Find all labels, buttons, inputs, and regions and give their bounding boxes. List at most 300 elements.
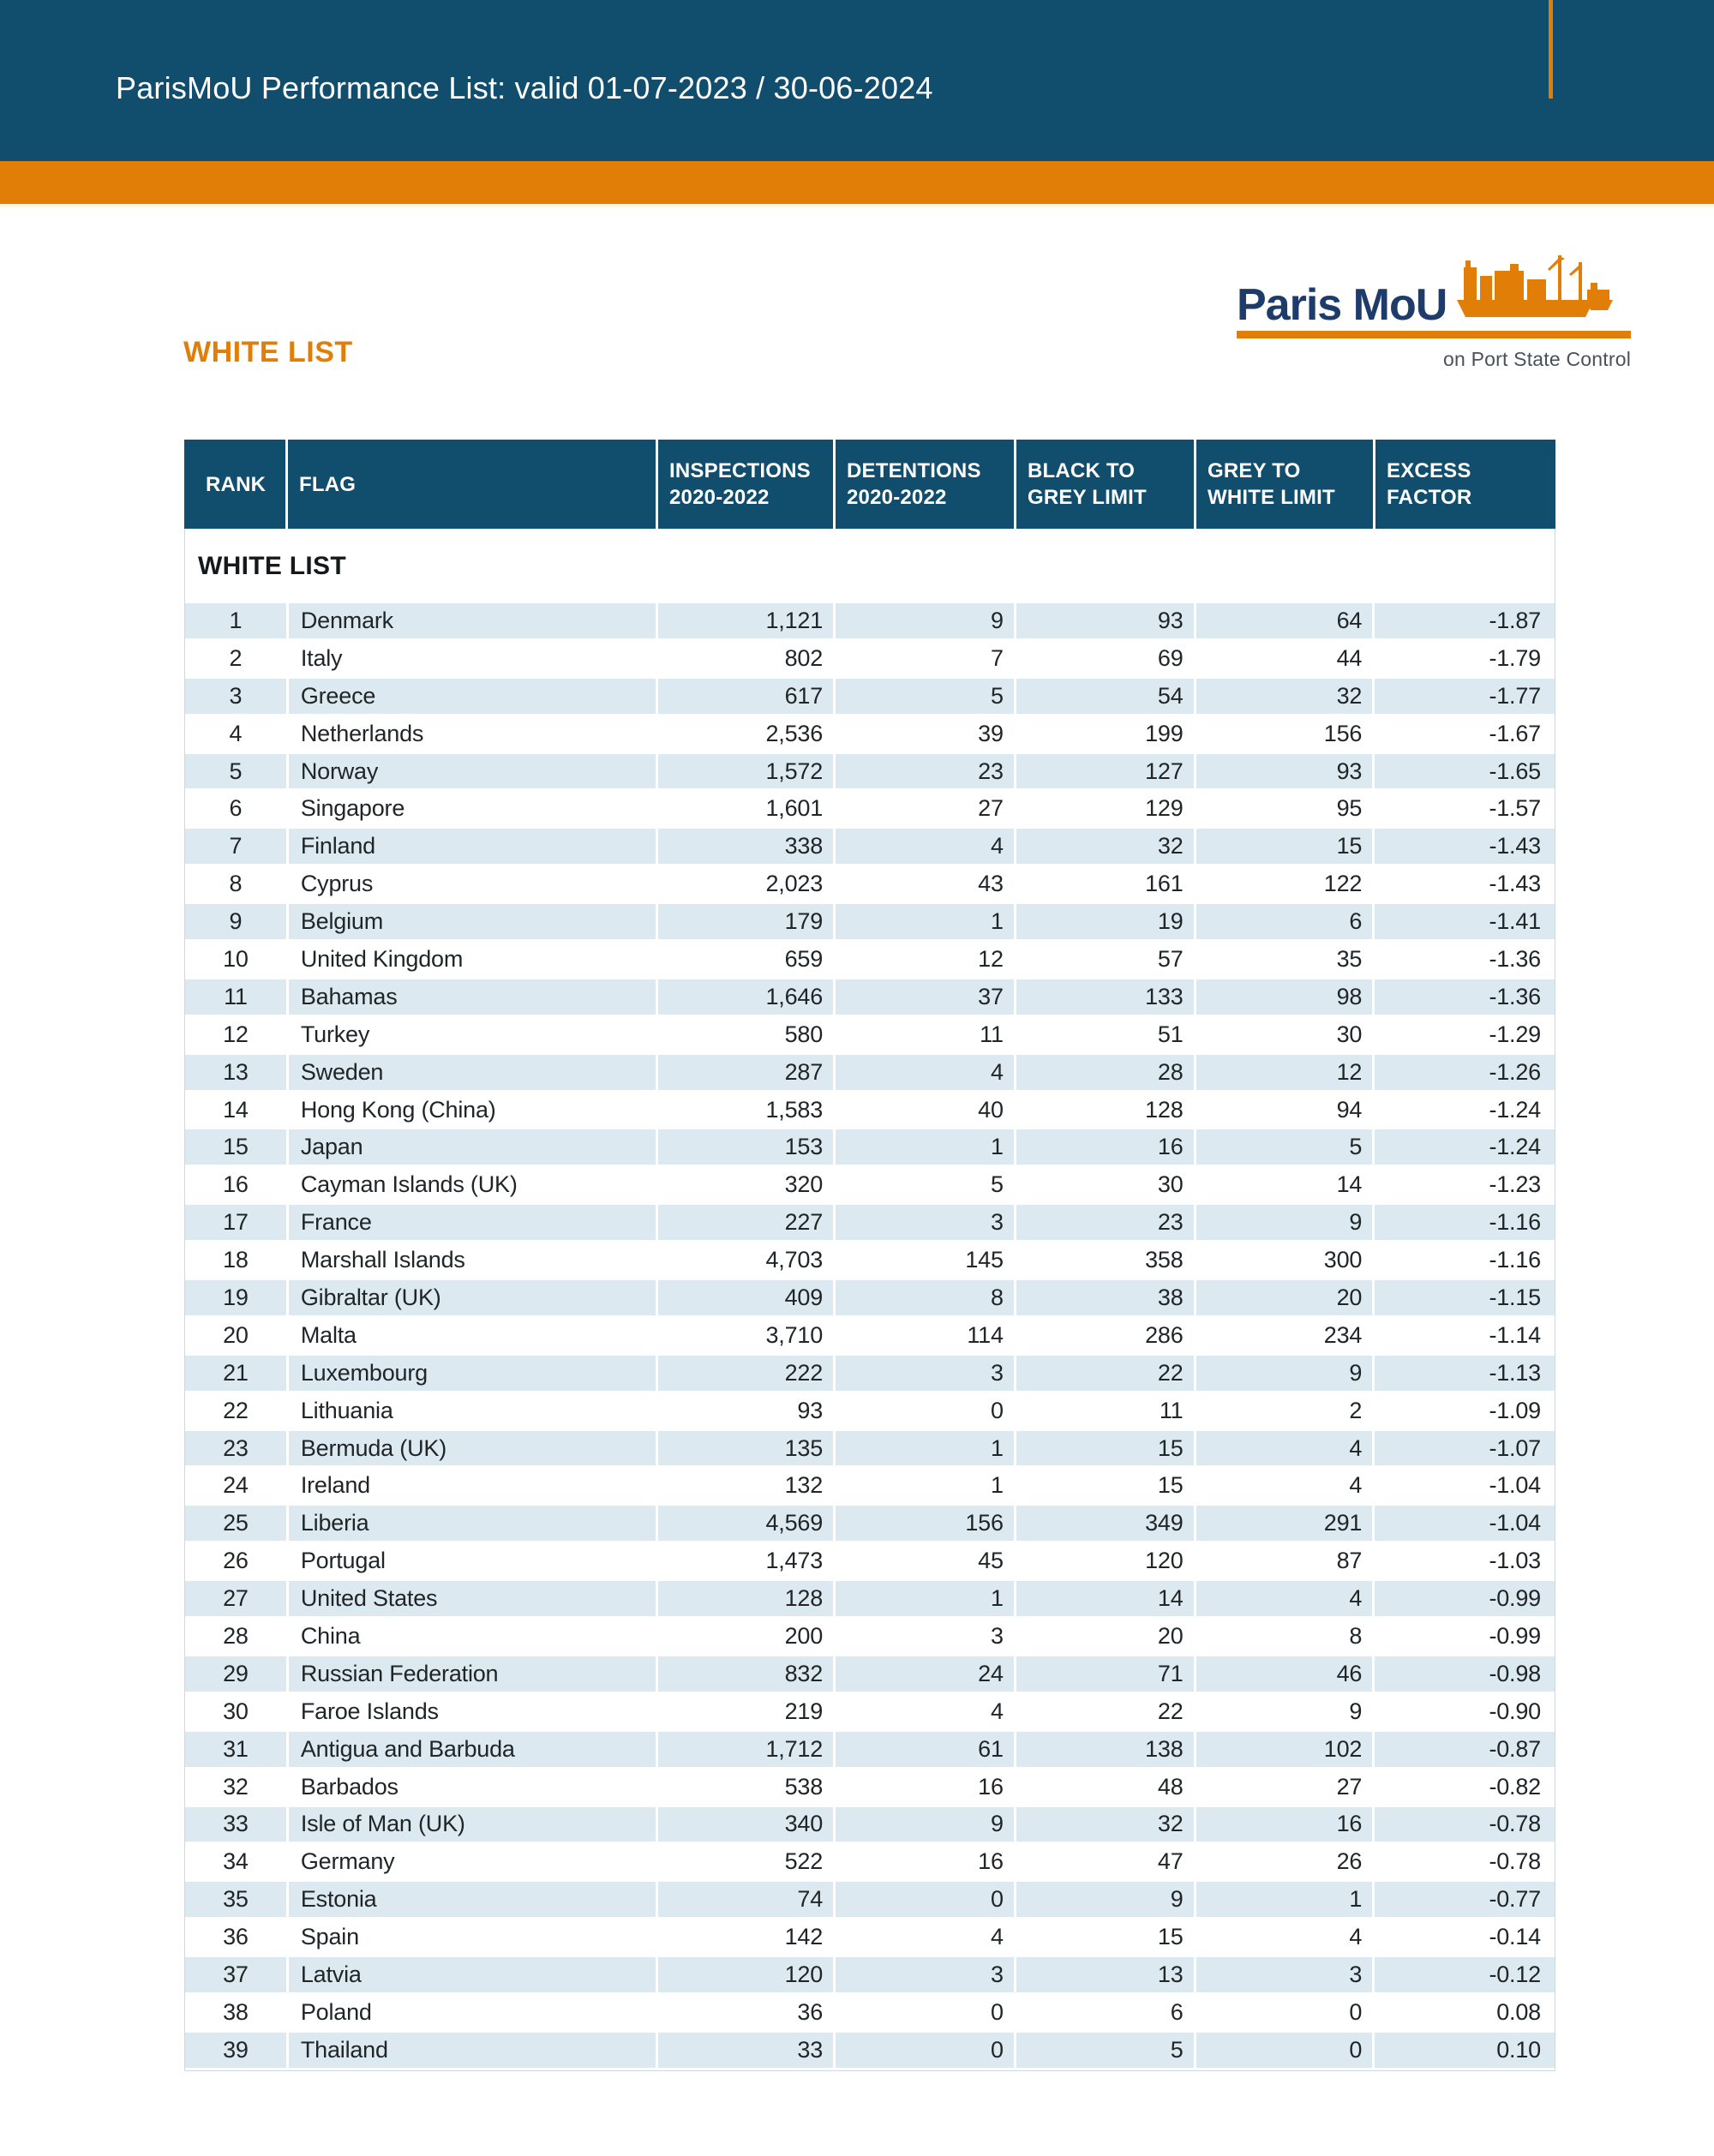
- cell-black-to-grey: 349: [1014, 1506, 1194, 1541]
- column-header-rank: RANK: [206, 472, 267, 496]
- cell-excess-factor: -1.14: [1372, 1318, 1555, 1353]
- cell-black-to-grey: 71: [1014, 1656, 1194, 1692]
- cell-rank: 34: [223, 1848, 249, 1875]
- cell-detentions: 43: [833, 866, 1014, 901]
- cell-grey-to-white: 26: [1194, 1844, 1373, 1879]
- cell-excess-factor: -1.36: [1372, 942, 1555, 977]
- cell-grey-to-white: 9: [1194, 1694, 1373, 1729]
- cell-excess-factor: -0.78: [1372, 1844, 1555, 1879]
- cell-black-to-grey: 138: [1014, 1732, 1194, 1767]
- cell-flag: Barbados: [286, 1770, 656, 1805]
- table-row: [185, 603, 1555, 641]
- cell-detentions: 0: [833, 1995, 1014, 2030]
- cell-detentions: 0: [833, 1882, 1014, 1917]
- table-row: [185, 754, 1555, 792]
- cell-grey-to-white: 2: [1194, 1393, 1373, 1428]
- cell-black-to-grey: 22: [1014, 1356, 1194, 1391]
- cell-grey-to-white: 8: [1194, 1619, 1373, 1654]
- cell-rank: 33: [223, 1811, 249, 1837]
- cell-grey-to-white: 64: [1194, 603, 1373, 638]
- table-row: [185, 1581, 1555, 1619]
- table-row: [185, 1129, 1555, 1167]
- table-row: [185, 1243, 1555, 1280]
- cell-excess-factor: -0.12: [1372, 1957, 1555, 1992]
- cell-black-to-grey: 47: [1014, 1844, 1194, 1879]
- cell-rank: 7: [229, 833, 243, 859]
- cell-rank: 22: [223, 1397, 249, 1423]
- cell-black-to-grey: 133: [1014, 979, 1194, 1015]
- cell-grey-to-white: 291: [1194, 1506, 1373, 1541]
- cell-inspections: 659: [656, 942, 833, 977]
- cell-flag: Lithuania: [286, 1393, 656, 1428]
- cell-inspections: 538: [656, 1770, 833, 1805]
- cell-detentions: 8: [833, 1280, 1014, 1315]
- cell-detentions: 145: [833, 1243, 1014, 1278]
- cell-excess-factor: 0.10: [1372, 2033, 1555, 2068]
- cell-rank: 37: [223, 1961, 249, 1987]
- cell-rank: 8: [229, 871, 243, 897]
- cell-rank: 19: [223, 1284, 249, 1310]
- cell-rank: 12: [223, 1021, 249, 1047]
- cell-grey-to-white: 12: [1194, 1055, 1373, 1090]
- cell-grey-to-white: 93: [1194, 754, 1373, 789]
- cell-rank: 1: [229, 607, 243, 633]
- table-row: [185, 1393, 1555, 1431]
- cell-excess-factor: -1.43: [1372, 829, 1555, 864]
- cell-black-to-grey: 15: [1014, 1919, 1194, 1955]
- cell-detentions: 37: [833, 979, 1014, 1015]
- table-row: [185, 1506, 1555, 1543]
- cell-flag: Greece: [286, 679, 656, 714]
- cell-rank: 15: [223, 1134, 249, 1160]
- cell-rank: 17: [223, 1209, 249, 1236]
- cell-flag: Bermuda (UK): [286, 1431, 656, 1466]
- table-row: [185, 791, 1555, 829]
- table-row: [185, 716, 1555, 754]
- cell-black-to-grey: 120: [1014, 1543, 1194, 1578]
- cell-inspections: 1,583: [656, 1093, 833, 1128]
- cell-grey-to-white: 1: [1194, 1882, 1373, 1917]
- cell-inspections: 33: [656, 2033, 833, 2068]
- cell-flag: Marshall Islands: [286, 1243, 656, 1278]
- cell-grey-to-white: 4: [1194, 1581, 1373, 1616]
- cell-inspections: 340: [656, 1807, 833, 1842]
- cell-black-to-grey: 358: [1014, 1243, 1194, 1278]
- cell-detentions: 0: [833, 1393, 1014, 1428]
- cell-black-to-grey: 128: [1014, 1093, 1194, 1128]
- cell-flag: Poland: [286, 1995, 656, 2030]
- cell-flag: Singapore: [286, 791, 656, 826]
- cell-grey-to-white: 46: [1194, 1656, 1373, 1692]
- logo-underline-bar: [1237, 331, 1631, 338]
- cell-inspections: 2,023: [656, 866, 833, 901]
- table-row: [185, 1468, 1555, 1506]
- cell-black-to-grey: 9: [1014, 1882, 1194, 1917]
- cell-inspections: 142: [656, 1919, 833, 1955]
- header-accent-rule: [1549, 0, 1553, 99]
- cell-flag: Finland: [286, 829, 656, 864]
- cell-rank: 27: [223, 1585, 249, 1612]
- cell-rank: 30: [223, 1698, 249, 1724]
- cell-excess-factor: -1.07: [1372, 1431, 1555, 1466]
- cell-grey-to-white: 6: [1194, 904, 1373, 939]
- table-group-header: WHITE LIST: [185, 529, 1555, 603]
- cell-rank: 3: [229, 682, 243, 709]
- cell-inspections: 1,646: [656, 979, 833, 1015]
- container-ship-icon: [1457, 249, 1613, 331]
- cell-detentions: 3: [833, 1619, 1014, 1654]
- cell-excess-factor: -1.16: [1372, 1243, 1555, 1278]
- cell-black-to-grey: 199: [1014, 716, 1194, 752]
- cell-detentions: 4: [833, 1919, 1014, 1955]
- table-row: [185, 904, 1555, 942]
- cell-detentions: 3: [833, 1356, 1014, 1391]
- cell-flag: Portugal: [286, 1543, 656, 1578]
- cell-flag: Russian Federation: [286, 1656, 656, 1692]
- cell-black-to-grey: 48: [1014, 1770, 1194, 1805]
- cell-detentions: 1: [833, 1468, 1014, 1503]
- cell-grey-to-white: 14: [1194, 1167, 1373, 1202]
- cell-flag: Malta: [286, 1318, 656, 1353]
- cell-excess-factor: 0.08: [1372, 1995, 1555, 2030]
- table-row: [185, 1694, 1555, 1732]
- cell-inspections: 2,536: [656, 716, 833, 752]
- cell-rank: 25: [223, 1510, 249, 1536]
- cell-black-to-grey: 28: [1014, 1055, 1194, 1090]
- cell-inspections: 338: [656, 829, 833, 864]
- cell-rank: 38: [223, 1998, 249, 2025]
- cell-excess-factor: -1.03: [1372, 1543, 1555, 1578]
- cell-inspections: 120: [656, 1957, 833, 1992]
- cell-black-to-grey: 54: [1014, 679, 1194, 714]
- cell-black-to-grey: 23: [1014, 1205, 1194, 1240]
- cell-detentions: 40: [833, 1093, 1014, 1128]
- cell-detentions: 11: [833, 1017, 1014, 1052]
- cell-excess-factor: -0.82: [1372, 1770, 1555, 1805]
- cell-black-to-grey: 16: [1014, 1129, 1194, 1165]
- cell-black-to-grey: 15: [1014, 1431, 1194, 1466]
- cell-flag: Gibraltar (UK): [286, 1280, 656, 1315]
- table-row: [185, 1732, 1555, 1770]
- cell-flag: Netherlands: [286, 716, 656, 752]
- cell-rank: 9: [229, 908, 243, 935]
- cell-rank: 29: [223, 1660, 249, 1686]
- cell-inspections: 227: [656, 1205, 833, 1240]
- cell-inspections: 3,710: [656, 1318, 833, 1353]
- cell-rank: 14: [223, 1096, 249, 1123]
- cell-black-to-grey: 286: [1014, 1318, 1194, 1353]
- cell-excess-factor: -1.65: [1372, 754, 1555, 789]
- table-row: [185, 1619, 1555, 1656]
- cell-grey-to-white: 15: [1194, 829, 1373, 864]
- cell-rank: 32: [223, 1773, 249, 1800]
- cell-inspections: 617: [656, 679, 833, 714]
- cell-excess-factor: -1.43: [1372, 866, 1555, 901]
- cell-inspections: 320: [656, 1167, 833, 1202]
- table-row: [185, 1017, 1555, 1055]
- table-row: [185, 2033, 1555, 2070]
- cell-excess-factor: -0.78: [1372, 1807, 1555, 1842]
- cell-grey-to-white: 87: [1194, 1543, 1373, 1578]
- cell-inspections: 409: [656, 1280, 833, 1315]
- cell-grey-to-white: 27: [1194, 1770, 1373, 1805]
- cell-black-to-grey: 19: [1014, 904, 1194, 939]
- cell-detentions: 114: [833, 1318, 1014, 1353]
- cell-rank: 11: [224, 983, 248, 1009]
- cell-flag: Cayman Islands (UK): [286, 1167, 656, 1202]
- cell-rank: 18: [223, 1247, 249, 1273]
- cell-inspections: 802: [656, 641, 833, 676]
- cell-rank: 6: [229, 795, 243, 822]
- cell-rank: 36: [223, 1924, 249, 1950]
- cell-rank: 2: [229, 644, 243, 671]
- cell-excess-factor: -1.15: [1372, 1280, 1555, 1315]
- cell-flag: Thailand: [286, 2033, 656, 2068]
- table-row: [185, 679, 1555, 716]
- cell-rank: 20: [223, 1321, 249, 1348]
- parismou-logo: [1237, 249, 1631, 371]
- column-header-excess: EXCESS FACTOR: [1373, 440, 1555, 529]
- cell-black-to-grey: 5: [1014, 2033, 1194, 2068]
- table-row: [185, 1356, 1555, 1393]
- cell-excess-factor: -0.90: [1372, 1694, 1555, 1729]
- cell-inspections: 74: [656, 1882, 833, 1917]
- cell-rank: 23: [223, 1434, 249, 1461]
- cell-flag: France: [286, 1205, 656, 1240]
- cell-excess-factor: -1.23: [1372, 1167, 1555, 1202]
- cell-detentions: 1: [833, 1431, 1014, 1466]
- page-section-heading: WHITE LIST: [183, 336, 353, 368]
- cell-grey-to-white: 5: [1194, 1129, 1373, 1165]
- cell-grey-to-white: 4: [1194, 1431, 1373, 1466]
- cell-flag: United Kingdom: [286, 942, 656, 977]
- cell-excess-factor: -0.98: [1372, 1656, 1555, 1692]
- cell-flag: Bahamas: [286, 979, 656, 1015]
- cell-black-to-grey: 69: [1014, 641, 1194, 676]
- cell-grey-to-white: 122: [1194, 866, 1373, 901]
- cell-flag: Spain: [286, 1919, 656, 1955]
- cell-detentions: 9: [833, 1807, 1014, 1842]
- cell-detentions: 27: [833, 791, 1014, 826]
- column-header-flag: FLAG: [285, 440, 656, 529]
- document-title: ParisMoU Performance List: valid 01-07-2023 / 30-06-2024: [116, 70, 933, 105]
- cell-excess-factor: -1.04: [1372, 1468, 1555, 1503]
- cell-grey-to-white: 94: [1194, 1093, 1373, 1128]
- table-row: [185, 1093, 1555, 1130]
- cell-detentions: 4: [833, 829, 1014, 864]
- cell-black-to-grey: 20: [1014, 1619, 1194, 1654]
- cell-excess-factor: -1.24: [1372, 1129, 1555, 1165]
- cell-detentions: 24: [833, 1656, 1014, 1692]
- cell-detentions: 3: [833, 1957, 1014, 1992]
- cell-flag: Japan: [286, 1129, 656, 1165]
- cell-detentions: 5: [833, 1167, 1014, 1202]
- cell-detentions: 16: [833, 1844, 1014, 1879]
- cell-black-to-grey: 6: [1014, 1995, 1194, 2030]
- cell-flag: Germany: [286, 1844, 656, 1879]
- cell-excess-factor: -1.36: [1372, 979, 1555, 1015]
- table-row: [185, 829, 1555, 866]
- cell-inspections: 580: [656, 1017, 833, 1052]
- cell-black-to-grey: 93: [1014, 603, 1194, 638]
- cell-grey-to-white: 98: [1194, 979, 1373, 1015]
- table-row: [185, 1656, 1555, 1694]
- cell-inspections: 522: [656, 1844, 833, 1879]
- cell-rank: 24: [223, 1472, 249, 1499]
- cell-detentions: 156: [833, 1506, 1014, 1541]
- cell-black-to-grey: 15: [1014, 1468, 1194, 1503]
- cell-excess-factor: -0.77: [1372, 1882, 1555, 1917]
- table-row: [185, 1919, 1555, 1957]
- cell-flag: Hong Kong (China): [286, 1093, 656, 1128]
- cell-rank: 21: [223, 1359, 249, 1386]
- table-row: [185, 1770, 1555, 1807]
- cell-rank: 10: [223, 945, 249, 972]
- cell-grey-to-white: 95: [1194, 791, 1373, 826]
- cell-excess-factor: -1.87: [1372, 603, 1555, 638]
- cell-excess-factor: -1.41: [1372, 904, 1555, 939]
- table-row: [185, 1280, 1555, 1318]
- cell-rank: 5: [229, 758, 243, 784]
- cell-black-to-grey: 22: [1014, 1694, 1194, 1729]
- cell-rank: 13: [223, 1058, 249, 1085]
- cell-detentions: 1: [833, 1581, 1014, 1616]
- table-body: [185, 603, 1555, 2070]
- column-header-inspections: INSPECTIONS 2020-2022: [656, 440, 833, 529]
- cell-detentions: 12: [833, 942, 1014, 977]
- cell-black-to-grey: 14: [1014, 1581, 1194, 1616]
- cell-grey-to-white: 156: [1194, 716, 1373, 752]
- cell-flag: Italy: [286, 641, 656, 676]
- table-row: [185, 1995, 1555, 2033]
- cell-inspections: 4,569: [656, 1506, 833, 1541]
- cell-grey-to-white: 20: [1194, 1280, 1373, 1315]
- cell-excess-factor: -1.29: [1372, 1017, 1555, 1052]
- cell-excess-factor: -0.14: [1372, 1919, 1555, 1955]
- cell-grey-to-white: 4: [1194, 1468, 1373, 1503]
- cell-grey-to-white: 32: [1194, 679, 1373, 714]
- cell-grey-to-white: 0: [1194, 1995, 1373, 2030]
- cell-inspections: 36: [656, 1995, 833, 2030]
- table-row: [185, 942, 1555, 979]
- cell-detentions: 0: [833, 2033, 1014, 2068]
- table-body-wrap: [184, 529, 1555, 2071]
- cell-rank: 16: [223, 1171, 249, 1198]
- logo-brand-text: Paris MoU: [1237, 280, 1447, 330]
- cell-grey-to-white: 9: [1194, 1205, 1373, 1240]
- cell-black-to-grey: 161: [1014, 866, 1194, 901]
- table-row: [185, 1844, 1555, 1882]
- cell-excess-factor: -1.67: [1372, 716, 1555, 752]
- cell-black-to-grey: 32: [1014, 829, 1194, 864]
- cell-detentions: 39: [833, 716, 1014, 752]
- cell-detentions: 7: [833, 641, 1014, 676]
- cell-detentions: 3: [833, 1205, 1014, 1240]
- cell-grey-to-white: 234: [1194, 1318, 1373, 1353]
- cell-rank: 4: [229, 720, 243, 746]
- logo-tagline: on Port State Control: [1443, 348, 1631, 370]
- cell-rank: 39: [223, 2036, 249, 2063]
- table-row: [185, 1205, 1555, 1243]
- cell-detentions: 1: [833, 1129, 1014, 1165]
- cell-black-to-grey: 57: [1014, 942, 1194, 977]
- table-row: [185, 866, 1555, 904]
- cell-inspections: 1,712: [656, 1732, 833, 1767]
- cell-inspections: 200: [656, 1619, 833, 1654]
- cell-detentions: 4: [833, 1055, 1014, 1090]
- cell-detentions: 9: [833, 603, 1014, 638]
- cell-inspections: 1,601: [656, 791, 833, 826]
- cell-inspections: 128: [656, 1581, 833, 1616]
- cell-flag: Isle of Man (UK): [286, 1807, 656, 1842]
- cell-flag: Ireland: [286, 1468, 656, 1503]
- cell-flag: Faroe Islands: [286, 1694, 656, 1729]
- table-row: [185, 1543, 1555, 1581]
- cell-grey-to-white: 30: [1194, 1017, 1373, 1052]
- top-header-band: [0, 0, 1714, 161]
- table-row: [185, 979, 1555, 1017]
- cell-inspections: 179: [656, 904, 833, 939]
- cell-grey-to-white: 4: [1194, 1919, 1373, 1955]
- column-header-black-to: BLACK TO GREY LIMIT: [1014, 440, 1194, 529]
- cell-black-to-grey: 13: [1014, 1957, 1194, 1992]
- column-header-grey-to: GREY TO WHITE LIMIT: [1194, 440, 1373, 529]
- table-row: [185, 641, 1555, 679]
- cell-flag: Turkey: [286, 1017, 656, 1052]
- cell-inspections: 1,473: [656, 1543, 833, 1578]
- cell-excess-factor: -0.99: [1372, 1581, 1555, 1616]
- cell-black-to-grey: 129: [1014, 791, 1194, 826]
- cell-excess-factor: -1.04: [1372, 1506, 1555, 1541]
- cell-black-to-grey: 38: [1014, 1280, 1194, 1315]
- table-row: [185, 1807, 1555, 1845]
- cell-flag: United States: [286, 1581, 656, 1616]
- cell-detentions: 1: [833, 904, 1014, 939]
- table-row: [185, 1167, 1555, 1205]
- cell-inspections: 4,703: [656, 1243, 833, 1278]
- table-row: [185, 1318, 1555, 1356]
- cell-flag: Sweden: [286, 1055, 656, 1090]
- cell-excess-factor: -1.13: [1372, 1356, 1555, 1391]
- cell-grey-to-white: 9: [1194, 1356, 1373, 1391]
- cell-rank: 28: [223, 1622, 249, 1649]
- cell-grey-to-white: 300: [1194, 1243, 1373, 1278]
- cell-flag: Norway: [286, 754, 656, 789]
- cell-grey-to-white: 16: [1194, 1807, 1373, 1842]
- cell-inspections: 222: [656, 1356, 833, 1391]
- cell-inspections: 287: [656, 1055, 833, 1090]
- cell-black-to-grey: 11: [1014, 1393, 1194, 1428]
- cell-inspections: 219: [656, 1694, 833, 1729]
- cell-detentions: 61: [833, 1732, 1014, 1767]
- cell-excess-factor: -1.77: [1372, 679, 1555, 714]
- table-row: [185, 1882, 1555, 1919]
- table-row: [185, 1431, 1555, 1469]
- cell-excess-factor: -1.16: [1372, 1205, 1555, 1240]
- cell-excess-factor: -1.26: [1372, 1055, 1555, 1090]
- cell-excess-factor: -1.57: [1372, 791, 1555, 826]
- performance-table: [184, 440, 1555, 2071]
- cell-flag: Belgium: [286, 904, 656, 939]
- cell-inspections: 832: [656, 1656, 833, 1692]
- cell-excess-factor: -0.87: [1372, 1732, 1555, 1767]
- cell-grey-to-white: 35: [1194, 942, 1373, 977]
- table-row: [185, 1957, 1555, 1995]
- cell-rank: 26: [223, 1548, 249, 1574]
- orange-divider-band: [0, 161, 1714, 207]
- cell-detentions: 16: [833, 1770, 1014, 1805]
- logo-row: [1237, 249, 1631, 331]
